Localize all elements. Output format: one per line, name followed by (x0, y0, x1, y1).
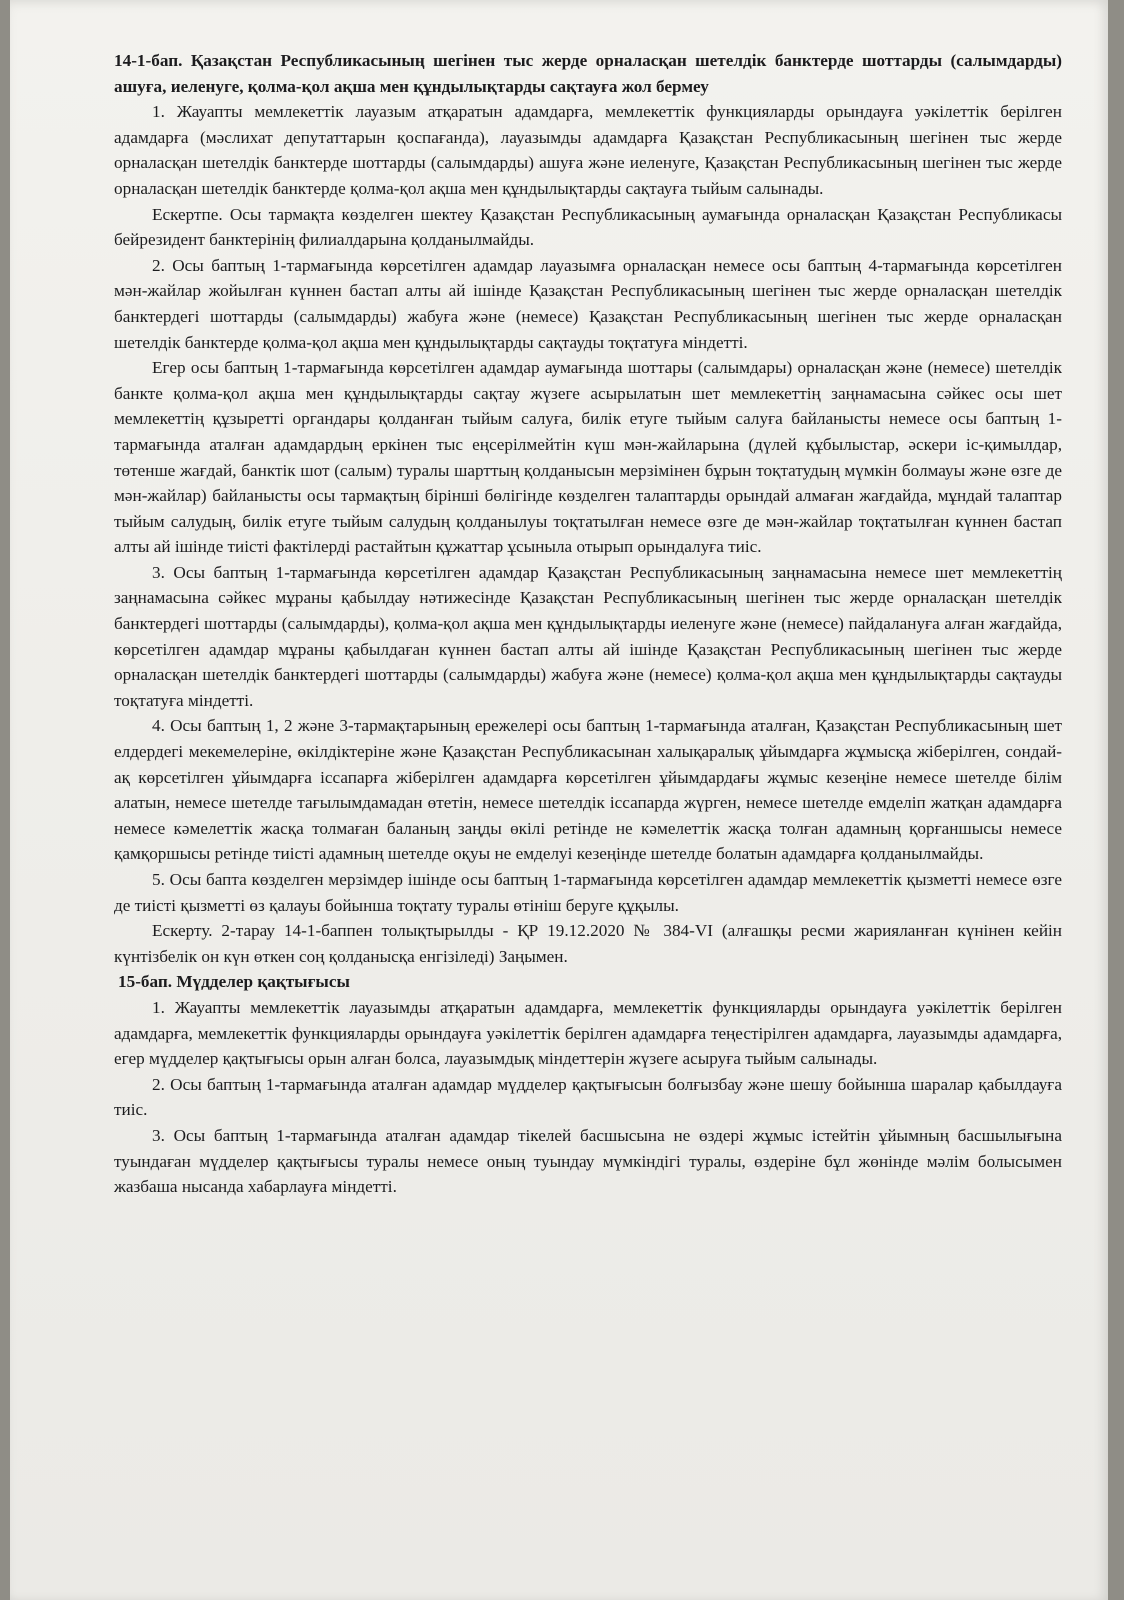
article-15-paragraph-2: 2. Осы баптың 1-тармағында аталған адамдар мүдделер қақтығысын болғызбау және шешу бойынша шаралар қабылдауға тиіс. (114, 1074, 1062, 1120)
article-14-1-note: Ескертпе. Осы тармақта көзделген шектеу Қазақстан Республикасының аумағында орналасқан Қазақстан Республикасы бейрезидент банктерінің филиалдарына қолданылмайды. (114, 204, 1062, 250)
article-15-paragraph-3: 3. Осы баптың 1-тармағында аталған адамдар тікелей басшысына не өздері жұмыс істейтін ұйымның басшылығына туындаған мүдделер қақтығысы туралы немесе оның туындау мүмкіндігі туралы, өздеріне бұл жөнінде мәлім болысымен жазбаша нысанда хабарлауға міндетті. (114, 1125, 1062, 1197)
article-14-1-paragraph-5: 5. Осы бапта көзделген мерзімдер ішінде осы баптың 1-тармағында көрсетілген адамдар мемлекеттік қызметті немесе өзге де тиісті қызметті өз қалауы бойынша тоқтату туралы өтініш беруге құқылы. (114, 870, 1062, 915)
article-14-1-paragraph-3: 3. Осы баптың 1-тармағында көрсетілген адамдар Қазақстан Республикасының заңнамасына немесе шет мемлекеттің заңнамасына сәйкес мұраны қабылдау нәтижесінде Қазақстан Республикасының шегінен тыс жерде орналасқан шетелдік банктердегі шоттарды (салымдарды), қолма-қол ақша мен құндылықтарды иеленуге және (немесе) пайдалануға алған жағдайда, көрсетілген адамдар мұраны қабылдаған күннен бастап алты ай ішінде Қазақстан Республикасының шегінен тыс жерде орналасқан шетелдік банктердегі шоттарды (салымдарды) жабуға және (немесе) қолма-қол ақша мен құндылықтарды сақтауды тоқтатуға міндетті. (114, 562, 1062, 710)
document-page (10, 0, 1108, 1600)
article-14-1-footnote: Ескерту. 2-тарау 14-1-баппен толықтырылды - ҚР 19.12.2020 № 384-VI (алғашқы ресми жарияланған күнінен кейін күнтізбелік он күн өткен соң қолданысқа енгізіледі) Заңымен. (114, 921, 1062, 966)
article-14-1-paragraph-2: 2. Осы баптың 1-тармағында көрсетілген адамдар лауазымға орналасқан немесе осы баптың 4-тармағында көрсетілген мән-жайлар жойылған күннен бастап алты ай ішінде Қазақстан Республикасының шегінен тыс жерде орналасқан шетелдік банктердегі шоттарды (салымдарды) жабуға және (немесе) Қазақстан Республикасының шегінен тыс жерде орналасқан шетелдік банктерде қолма-қол ақша мен құндылықтарды сақтауды тоқтатуға міндетті. (114, 255, 1062, 352)
article-14-1-paragraph-4: 4. Осы баптың 1, 2 және 3-тармақтарының ережелері осы баптың 1-тармағында аталған, Қазақстан Республикасының шет елдердегі мекемелеріне, өкілдіктеріне және Қазақстан Республикасынан халықаралық ұйымдарға жұмысқа жіберілген, сондай-ақ көрсетілген ұйымдарға іссапарға жіберілген адамдарға көрсетілген ұйымдардағы жұмыс кезеңіне немесе шетелде білім алатын, немесе шетелде тағылымдамадан өтетін, немесе шетелдік іссапарда жүрген, немесе шетелде емделіп жатқан адамдарға немесе кәмелеттік жасқа толмаған баланың заңды өкілі ретінде не кәмелеттік жасқа толған адамның қорғаншысы немесе қамқоршысы ретінде тиісті адамның шетелде оқуы не емделуі кезеңінде шетелде болатын адамдарға қолданылмайды. (114, 716, 1062, 864)
article-15-title: 15-бап. Мүдделер қақтығысы (118, 972, 350, 992)
article-14-1-paragraph-1: 1. Жауапты мемлекеттік лауазым атқаратын адамдарға, мемлекеттік функцияларды орындауға уәкілеттік берілген адамдарға (мәслихат депутаттарын қоспағанда), лауазымды адамдарға Қазақстан Республикасының шегінен тыс жерде орналасқан шетелдік банктерде шоттарды (салымдарды) ашуға және иеленуге, Қазақстан Республикасының шегінен тыс жерде орналасқан шетелдік банктерде қолма-қол ақша мен құндылықтарды сақтауға тыйым салынады. (114, 102, 1062, 198)
document-body (114, 48, 1062, 1200)
article-15-paragraph-1: 1. Жауапты мемлекеттік лауазымды атқаратын адамдарға, мемлекеттік функцияларды орындауға уәкілеттік берілген адамдарға, мемлекеттік функцияларды орындауға уәкілеттік берілген адамдарға теңестірілген адамдарға, лауазымды адамдарға, егер мүдделер қақтығысы орын алған болса, лауазымдық міндеттерін жүзеге асыруға тыйым салынады. (114, 997, 1062, 1069)
article-14-1-paragraph-2-part-2: Егер осы баптың 1-тармағында көрсетілген адамдар аумағында шоттары (салымдары) орналасқан және (немесе) шетелдік банкте қолма-қол ақша мен құндылықтарды сақтау жүзеге асырылатын шет мемлекеттің заңнамасына сәйкес осы шет мемлекеттің құзыретті органдары қолданған тыйым салуға, билік етуге тыйым салуға байланысты немесе осы баптың 1-тармағында аталған адамдардың еркінен тыс еңсерілмейтін күш мән-жайларына (дүлей құбылыстар, әскери іс-қимылдар, төтенше жағдай, банктік шот (салым) туралы шарттың қолданысын мерзімінен бұрын тоқтатудың мүмкін болмауы және өзге де мән-жайлар) байланысты осы тармақтың бірінші бөлігінде көзделген талаптарды орындай алмаған жағдайда, мұндай талаптар тыйым салудың, билік етуге тыйым салудың қолданылуы тоқтатылған немесе өзге де мән-жайлар тоқтатылған күннен бастап алты ай ішінде тиісті фактілерді растайтын құжаттар ұсыныла отырып орындалуға тиіс. (114, 358, 1062, 557)
article-14-1-title: 14-1-бап. Қазақстан Республикасының шегінен тыс жерде орналасқан шетелдік банктерде шоттарды (салымдарды) ашуға, иеленуге, қолма-қол ақша мен құндылықтарды сақтауға жол бермеу (114, 51, 1062, 96)
